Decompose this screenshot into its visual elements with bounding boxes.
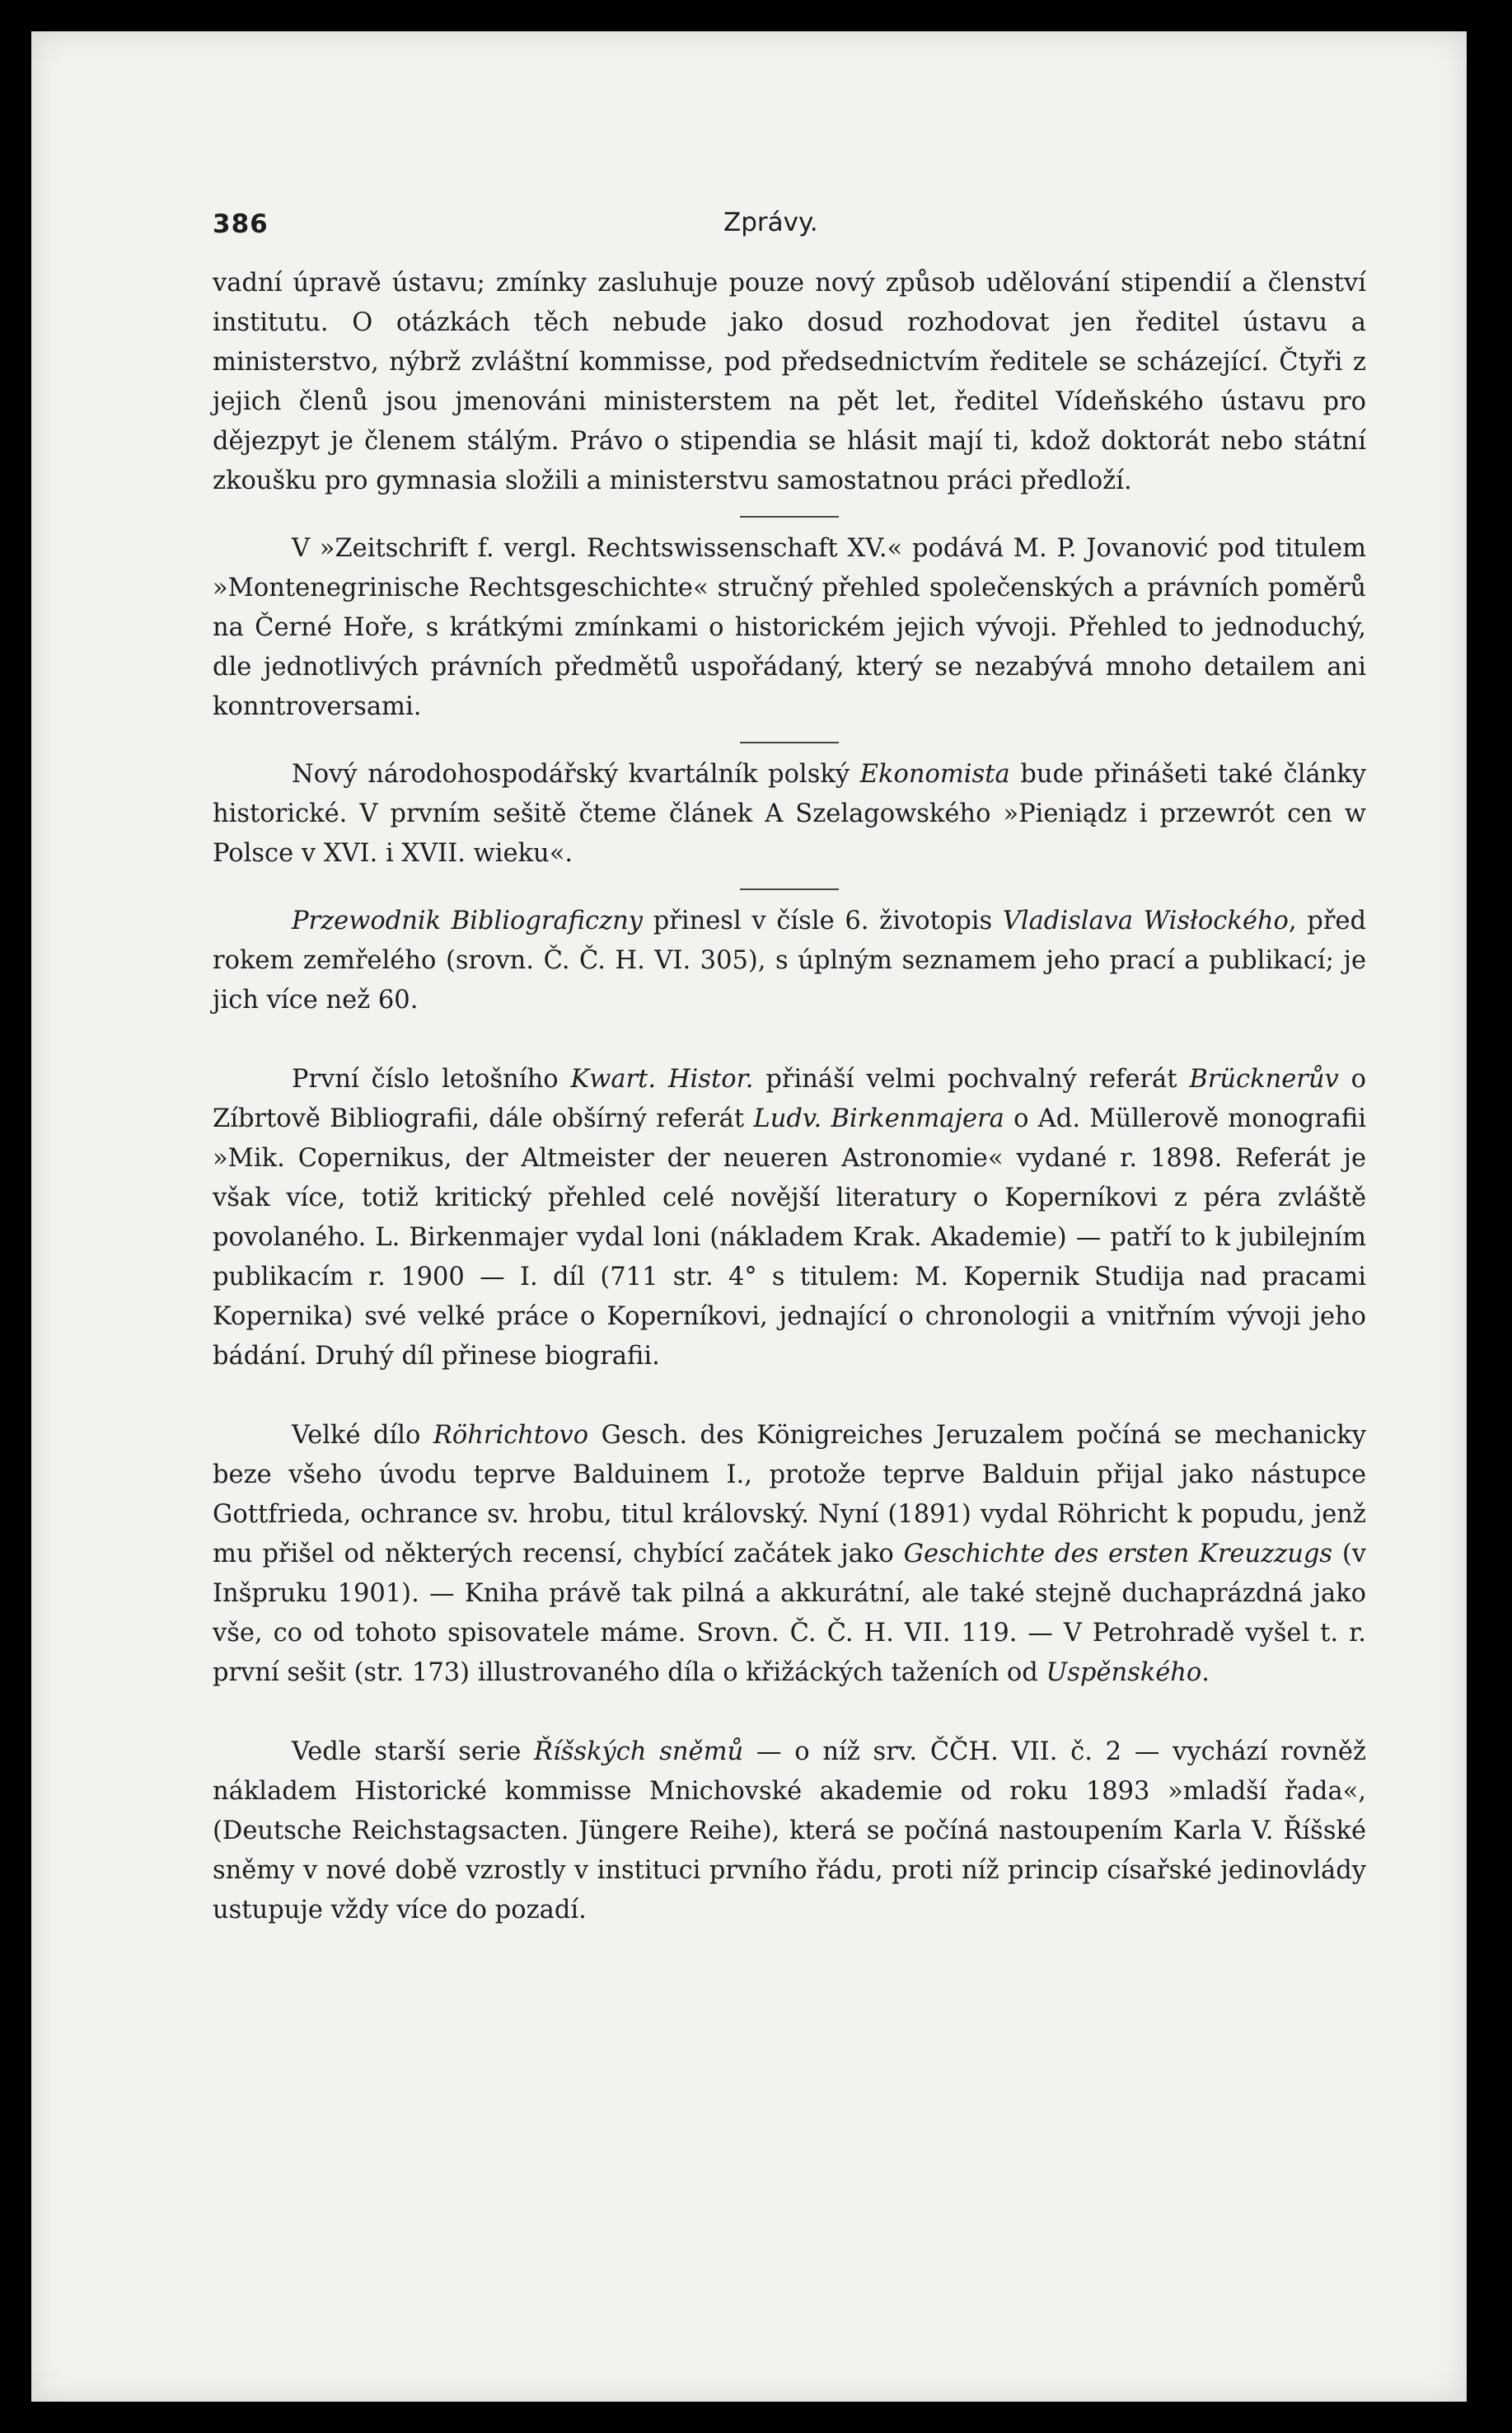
italic-title-text: Kwart. Histor. — [570, 1065, 754, 1094]
text-run: . — [1201, 1658, 1210, 1687]
text-run: (v Inšpruku 1901). — Kniha právě tak pilná a akkurátní, ale také stejně duchaprázdná jako vše, co od tohoto spisovatele máme. Srovn. Č. Č. H. VII. 119. — V Petrohradě vyšel t. r. první sešit (str. 173) illustrovaného díla o křižáckých taženích od — [213, 1540, 1366, 1687]
text-run: vadní úpravě ústavu; zmínky zasluhuje pouze nový způsob udělování stipendií a členství institutu. O otázkách těch nebude jako dosud rozhodovat jen ředitel ústavu a ministerstvo, nýbrž zvláštní kommisse, pod předsednictvím ředitele se scházející. Čtyři z jejich členů jsou jmenováni ministerstem na pět let, ředitel Vídeňského ústavu pro dějezpyt je členem stálým. Právo o stipendia se hlásit mají ti, kdož doktorát nebo státní zkoušku pro gymnasia složili a ministerstvu samostatnou práci předloží. — [213, 269, 1366, 495]
paragraph-reichstagsacten — [213, 1732, 1366, 1930]
text-run: Nový národohospodářský kvartálník polský — [292, 760, 860, 789]
text-run: První číslo letošního — [292, 1065, 571, 1094]
text-run: přinesl v čísle 6. životopis — [643, 907, 1003, 935]
text-run: Gesch. des Königreiches Jeruzalem počíná se mechanicky beze všeho úvodu teprve Balduinem I., protože teprve Balduin přijal jako nástupce Gottfrieda, ochrance sv. hrobu, titul královský. Nyní (1891) vydal Röhricht k popudu, jenž mu přišel od některých recensí, chybící začátek jako — [213, 1421, 1366, 1568]
paragraph-ekonomista — [213, 755, 1366, 874]
paragraph-kwartalnik — [213, 1060, 1366, 1376]
text-run: o Zíbrtově Bibliografii, dále obšírný referát — [213, 1065, 1366, 1133]
paragraph-przewodnik — [213, 902, 1366, 1020]
page-header — [213, 190, 1366, 247]
italic-title-text: Uspěnského — [1046, 1658, 1202, 1687]
text-run: Vedle starší serie — [292, 1737, 535, 1766]
paragraph-continuation — [213, 264, 1366, 501]
paragraph-gap — [213, 1020, 1366, 1060]
italic-title-text: Ekonomista — [859, 760, 1010, 789]
italic-title-text: Przewodnik Bibliograficzny — [292, 907, 644, 935]
text-run: o Ad. Müllerově monografii »Mik. Copernikus, der Altmeister der neueren Astronomie« vydané r. 1898. Referát je však více, totiž kritický přehled celé novější literatury o Koperníkovi z péra zvláště povolaného. L. Birkenmajer vydal loni (nákladem Krak. Akademie) — patří to k jubilejním publikacím r. 1900 — I. díl (711 str. 4° s titulem: M. Kopernik Studija nad pracami Kopernika) své velké práce o Koperníkovi, jednající o chronologii a vnitřním vývoji jeho bádání. Druhý díl přinese biografii. — [213, 1104, 1366, 1371]
italic-title-text: Říšských sněmů — [534, 1737, 744, 1766]
italic-title-text: Geschichte des ersten Kreuzzugs — [903, 1540, 1333, 1568]
page-number: 386 — [213, 209, 269, 239]
italic-title-text: Vladislava Wisłockého — [1002, 907, 1289, 935]
paragraph-gap — [213, 1693, 1366, 1732]
italic-title-text: Röhrichtovo — [433, 1421, 589, 1450]
text-run: přináší velmi pochvalný referát — [753, 1065, 1190, 1094]
text-run: V »Zeitschrift f. vergl. Rechtswissenschaft XV.« podává M. P. Jovanović pod titulem »Montenegrinische Rechtsgeschichte« stručný přehled společenských a právních poměrů na Černé Hoře, s krátkými zmínkami o historickém jejich vývoji. Přehled to jednoduchý, dle jednotlivých právních předmětů uspořádaný, který se nezabývá mnoho detailem ani konntroversami. — [213, 534, 1366, 721]
text-run: bude přinášeti také články historické. V prvním sešitě čteme článek A Szelagowského »Pieniądz i przewrót cen w Polsce v XVI. i XVII. wieku«. — [213, 760, 1366, 868]
text-run: , před rokem zemřelého (srovn. Č. Č. H. VI. 305), s úplným seznamem jeho prací a publikací; je jich více než 60. — [213, 907, 1366, 1015]
italic-title-text: Ludv. Birkenmajera — [753, 1104, 1004, 1133]
section-divider — [740, 742, 839, 743]
paragraph-rohricht — [213, 1416, 1366, 1693]
section-divider — [740, 516, 839, 518]
text-run: — o níž srv. ČČH. VII. č. 2 — vychází rovněž nákladem Historické kommisse Mnichovské akademie od roku 1893 »mladší řada«, (Deutsche Reichstagsacten. Jüngere Reihe), která se počíná nastoupením Karla V. Říšské sněmy v nové době vzrostly v instituci prvního řádu, proti níž princip císařské jedinovlády ustupuje vždy více do pozadí. — [213, 1737, 1366, 1924]
paragraph-gap — [213, 1376, 1366, 1416]
italic-title-text: Brücknerův — [1189, 1065, 1339, 1094]
page-content — [213, 190, 1366, 1930]
running-title: Zprávy. — [723, 208, 818, 237]
section-divider — [740, 888, 839, 890]
text-run: Velké dílo — [292, 1421, 433, 1450]
paragraph-jovanovic — [213, 529, 1366, 727]
